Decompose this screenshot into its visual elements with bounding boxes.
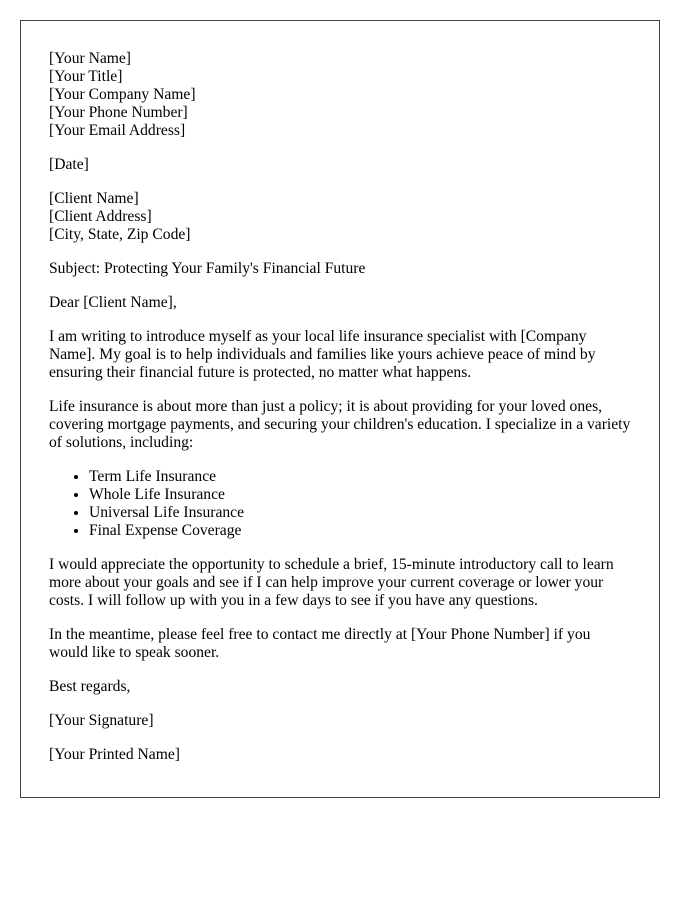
sender-block (49, 50, 631, 140)
sender-company: [Your Company Name] (49, 86, 196, 103)
recipient-address: [Client Address] (49, 208, 152, 225)
call-request-paragraph: I would appreciate the opportunity to schedule a brief, 15-minute introductory call to learn more about your goals and see if I can help improve your current coverage or lower your costs. I will follow up with you in a few days to see if you have any questions. (49, 556, 614, 609)
recipient-name: [Client Name] (49, 190, 139, 207)
letter-document (20, 20, 660, 798)
sender-name: [Your Name] (49, 50, 132, 67)
recipient-city-state-zip: [City, State, Zip Code] (49, 226, 191, 243)
sender-phone: [Your Phone Number] (49, 104, 188, 121)
contact-paragraph: In the meantime, please feel free to contact me directly at [Your Phone Number] if you would like to speak sooner. (49, 626, 591, 661)
printed-name: [Your Printed Name] (49, 746, 180, 763)
list-item: • Whole Life Insurance (89, 486, 631, 504)
letter-signoff: Best regards, (49, 678, 131, 695)
solutions-paragraph: Life insurance is about more than just a policy; it is about providing for your loved ones, covering mortgage payments, and securing your children's education. I specialize in a variety of solutions, including: (49, 398, 631, 451)
sender-email: [Your Email Address] (49, 122, 186, 139)
solutions-list (49, 468, 631, 540)
letter-subject: Subject: Protecting Your Family's Financial Future (49, 260, 366, 277)
intro-paragraph: I am writing to introduce myself as your local life insurance specialist with [Company Name]. My goal is to help individuals and families like yours achieve peace of mind by ensuring their financial future is protected, no matter what happens. (49, 328, 596, 381)
letter-salutation: Dear [Client Name], (49, 294, 177, 311)
list-item: • Universal Life Insurance (89, 504, 631, 522)
recipient-block (49, 190, 631, 244)
list-item: • Final Expense Coverage (89, 522, 631, 540)
letter-signature: [Your Signature] (49, 712, 154, 729)
letter-date: [Date] (49, 156, 89, 173)
list-item: • Term Life Insurance (89, 468, 631, 486)
sender-title: [Your Title] (49, 68, 123, 85)
